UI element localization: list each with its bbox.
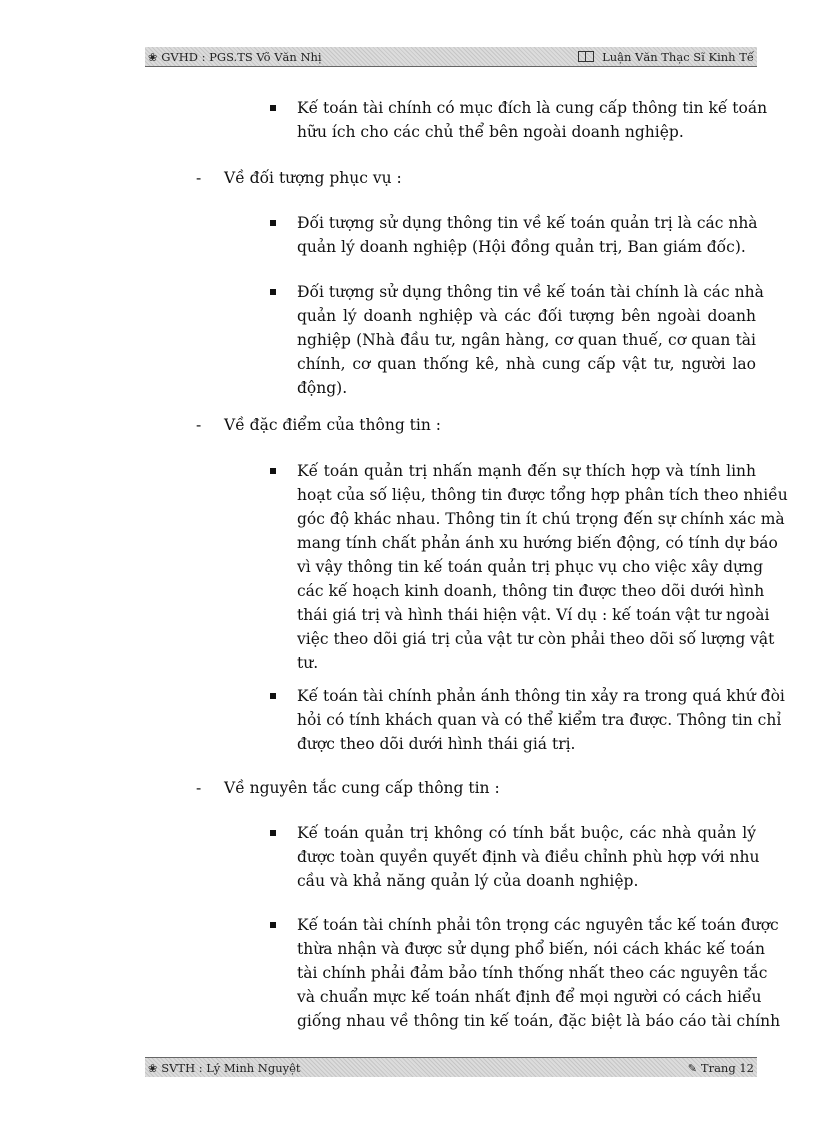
page-footer	[145, 1057, 757, 1077]
text-line: Đối tượng sử dụng thông tin về kế toán tài chính là các nhà	[297, 283, 764, 301]
text-line: thừa nhận và được sử dụng phổ biến, nói cách khác kế toán	[297, 940, 765, 958]
text-line: động).	[297, 379, 348, 397]
bullet-text	[297, 821, 760, 893]
text-line: Kế toán quản trị không có tính bắt buộc, các nhà quản lý	[297, 824, 756, 842]
text-line: quản lý doanh nghiệp (Hội đồng quản trị, Ban giám đốc).	[297, 238, 746, 256]
footer-student: SVTH : Lý Minh Nguyệt	[161, 1061, 301, 1075]
bullet-marker	[270, 830, 276, 836]
bullet-text	[297, 96, 768, 144]
bullet-marker	[270, 289, 276, 295]
footer-right	[688, 1058, 754, 1079]
text-line: cầu và khả năng quản lý của doanh nghiệp.	[297, 872, 639, 890]
text-line: được theo dõi dưới hình thái giá trị.	[297, 735, 576, 753]
bullet-text	[297, 459, 788, 675]
bullet-text	[297, 913, 781, 1033]
text-line: mang tính chất phản ánh xu hướng biến động, có tính dự báo	[297, 534, 778, 552]
bullet-management-audience	[270, 211, 756, 259]
text-line: vì vậy thông tin kế toán quản trị phục vụ cho việc xây dựng	[297, 558, 763, 576]
text-line: nghiệp (Nhà đầu tư, ngân hàng, cơ quan thuế, cơ quan tài	[297, 331, 756, 349]
bullet-management-principles	[270, 821, 760, 893]
text-line: Kế toán quản trị nhấn mạnh đến sự thích hợp và tính linh	[297, 462, 756, 480]
heading-text: Về đối tượng phục vụ :	[224, 169, 402, 187]
text-line: Kế toán tài chính có mục đích là cung cấp thông tin kế toán	[297, 99, 768, 117]
flower-icon: ❀	[148, 1062, 158, 1075]
book-icon	[578, 51, 594, 62]
text-line: được toàn quyền quyết định và điều chỉnh phù hợp với nhu	[297, 848, 760, 866]
header-supervisor: GVHD : PGS.TS Võ Văn Nhị	[161, 50, 322, 64]
heading-text: Về đặc điểm của thông tin :	[224, 416, 441, 434]
section-heading-characteristics: - Về đặc điểm của thông tin :	[196, 416, 441, 434]
text-line: Đối tượng sử dụng thông tin về kế toán quản trị là các nhà	[297, 214, 758, 232]
text-line: hữu ích cho các chủ thể bên ngoài doanh nghiệp.	[297, 123, 684, 141]
text-line: góc độ khác nhau. Thông tin ít chú trọng đến sự chính xác mà	[297, 510, 785, 528]
bullet-financial-purpose	[270, 96, 768, 144]
text-line: Kế toán tài chính phải tôn trọng các nguyên tắc kế toán được	[297, 916, 779, 934]
bullet-text	[297, 280, 764, 400]
bullet-financial-audience	[270, 280, 764, 400]
bullet-marker	[270, 105, 276, 111]
footer-left	[148, 1058, 301, 1079]
page-header	[145, 47, 757, 67]
flower-icon: ❀	[148, 51, 158, 64]
text-line: Kế toán tài chính phản ánh thông tin xảy ra trong quá khứ đòi	[297, 687, 785, 705]
header-thesis-title: Luận Văn Thạc Sĩ Kinh Tế	[602, 50, 754, 64]
bullet-text	[297, 684, 785, 756]
text-line: các kế hoạch kinh doanh, thông tin được theo dõi dưới hình	[297, 582, 765, 600]
heading-text: Về nguyên tắc cung cấp thông tin :	[224, 779, 500, 797]
header-left	[148, 47, 322, 68]
text-line: chính, cơ quan thống kê, nhà cung cấp vật tư, người lao	[297, 355, 756, 373]
text-line: hỏi có tính khách quan và có thể kiểm tra được. Thông tin chỉ	[297, 711, 782, 729]
bullet-management-characteristics	[270, 459, 788, 675]
text-line: việc theo dõi giá trị của vật tư còn phải theo dõi số lượng vật	[297, 630, 775, 648]
bullet-financial-characteristics	[270, 684, 785, 756]
text-line: giống nhau về thông tin kế toán, đặc biệt là báo cáo tài chính	[297, 1012, 781, 1030]
pen-icon: ✎	[687, 1062, 697, 1075]
bullet-text	[297, 211, 756, 259]
bullet-marker	[270, 220, 276, 226]
bullet-marker	[270, 693, 276, 699]
bullet-marker	[270, 468, 276, 474]
bullet-marker	[270, 922, 276, 928]
section-heading-principles: - Về nguyên tắc cung cấp thông tin :	[196, 779, 500, 797]
header-right	[578, 47, 754, 67]
section-heading-audience: - Về đối tượng phục vụ :	[196, 169, 402, 187]
text-line: và chuẩn mực kế toán nhất định để mọi người có cách hiểu	[297, 988, 762, 1006]
bullet-financial-principles	[270, 913, 781, 1033]
page-number: Trang 12	[700, 1061, 754, 1075]
text-line: quản lý doanh nghiệp và các đối tượng bên ngoài doanh	[297, 307, 756, 325]
text-line: hoạt của số liệu, thông tin được tổng hợp phân tích theo nhiều	[297, 486, 788, 504]
text-line: tư.	[297, 654, 319, 672]
text-line: tài chính phải đảm bảo tính thống nhất theo các nguyên tắc	[297, 964, 768, 982]
text-line: thái giá trị và hình thái hiện vật. Ví dụ : kế toán vật tư ngoài	[297, 606, 770, 624]
